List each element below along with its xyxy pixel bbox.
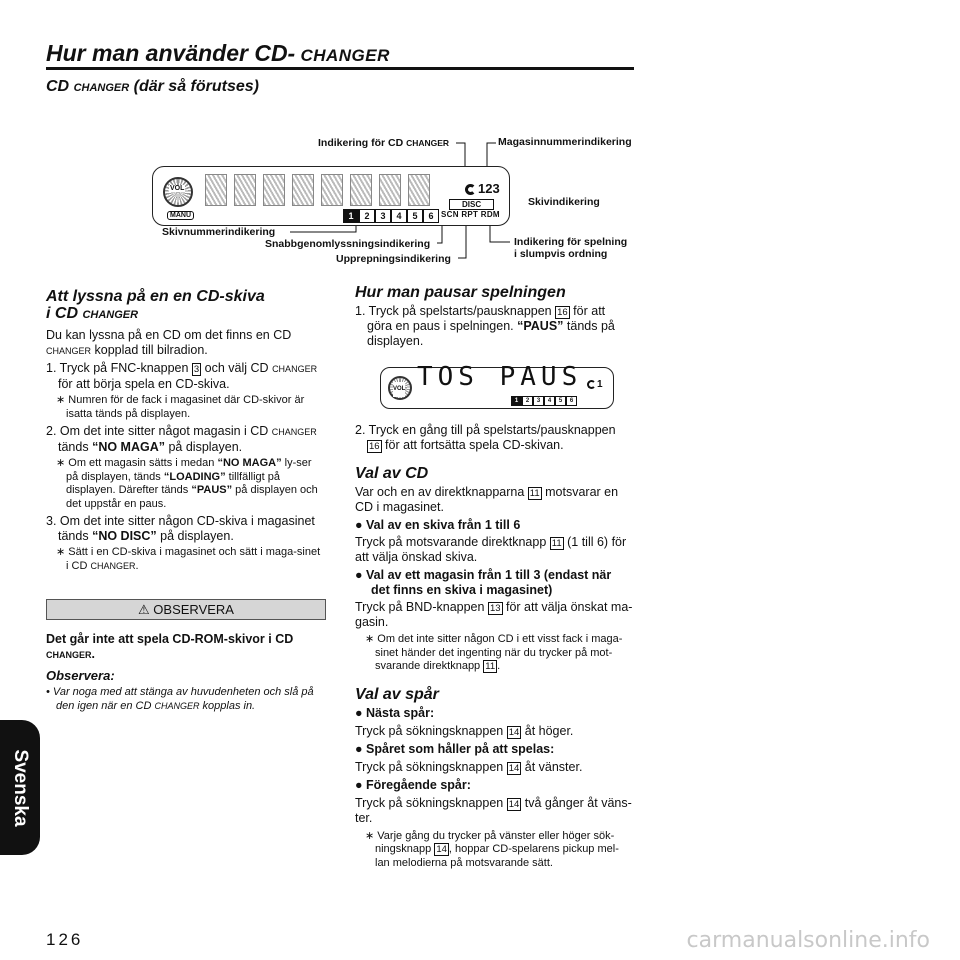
observe-heading: Observera: [46,668,115,683]
warning-icon: ⚠ [138,602,154,617]
label-repeat: Upprepningsindikering [336,253,451,265]
disc-number-4: 4 [544,396,555,406]
section-heading-pause: Hur man pausar spelningen [355,284,566,301]
pause-text: TOS PAUS [417,362,583,392]
disc-indicator: DISC [449,199,494,210]
pause-step-1: 1. Tryck på spelstarts/pausknappen 16 för att göra en paus i spelningen. “PAUS” tänds på displayen. [355,304,615,348]
pause-display [380,362,614,409]
label-magazine: Magasinnummerindikering [498,136,632,148]
lcd-display [152,166,510,226]
section-heading-track: Val av spår [355,685,439,703]
disc-text: Tryck på motsvarande direktknapp 11 (1 till 6) för att välja önskad skiva. [355,535,627,564]
bullet-previous: ● Föregående spår: [355,777,471,792]
page-title: Hur man använder CD- CHANGER [46,40,390,66]
vol-label: VOL [393,382,405,397]
bullet-next: ● Nästa spår: [355,705,435,720]
watermark: carmanualsonline.info [686,928,930,953]
bullet-current: ● Spåret som håller på att spelas: [355,741,555,756]
manu-label: MANU [167,211,194,220]
note-2: ∗ Om ett magasin sätts i medan “NO MAGA” ly-ser på displayen, tänds “LOADING” tillfälligt på displayen. Därefter tänds “PAUS” på displayen och det uppstår en paus. [56,457,318,510]
note-3: ∗ Sätt i en CD-skiva i magasinet och sätt i maga-sinet i CD CHANGER. [56,546,321,572]
previous-text: Tryck på sökningsknappen 14 två gånger åt väns-ter. [355,795,632,825]
next-text: Tryck på sökningsknappen 14 åt höger. [355,723,574,738]
note-1: ∗ Numren för de fack i magasinet där CD-skivor är isatta tänds på displayen. [56,394,305,420]
bullet-disc: ● Val av en skiva från 1 till 6 [355,518,521,532]
right-column [355,284,633,870]
intro-text: Du kan lyssna på en CD om det finns en CD CHANGER kopplad till bilradion. [46,328,292,357]
label-cd-changer: Indikering för CD CHANGER [318,137,450,149]
left-warning [46,632,324,713]
cd-changer-icon [587,380,596,389]
section-heading-cd: Val av CD [355,465,429,482]
segment-char [263,174,285,206]
cd-changer-icon [465,184,476,195]
language-tab: Svenska [0,720,40,855]
left-column [46,288,324,573]
disc-number-5: 5 [407,209,423,223]
disc-number-6: 6 [423,209,439,223]
segment-char [379,174,401,206]
disc-number-3: 3 [375,209,391,223]
segment-char [205,174,227,206]
disc-number-2: 2 [522,396,533,406]
label-disc-number: Skivnummerindikering [162,226,276,238]
disc-number-5: 5 [555,396,566,406]
observe-note: • Var noga med att stänga av huvudenheten och slå på den igen när en CD CHANGER kopplas in. [46,686,314,712]
step-1: 1. Tryck på FNC-knappen 3 och välj CD CHANGER för att börja spela en CD-skiva. [46,361,318,391]
note-5: ∗ Varje gång du trycker på vänster eller höger sök-ningsknapp 14 , hoppar CD-spelarens pickup mel-lan melodierna på motsvarande sätt. [365,829,619,869]
vol-label: VOL [170,185,185,192]
segment-char [292,174,314,206]
section-subtitle: CD CHANGER (där så förutses) [46,78,259,95]
disc-number-1: 1 [511,396,522,406]
segment-char [234,174,256,206]
pause-step-2: 2. Tryck en gång till på spelstarts/pausknappen 16 för att fortsätta spela CD-skivan. [355,423,616,452]
warning-text: Det går inte att spela CD-ROM-skivor i CD CHANGER. [46,632,294,661]
magazine-text: Tryck på BND-knappen 13 för att välja önskat ma-gasin. [355,600,633,629]
disc-number: 1 [597,379,603,390]
disc-number-4: 4 [391,209,407,223]
note-4: ∗ Om det inte sitter någon CD i ett visst fack i maga-sinet händer det ingenting när du trycker på mot-svarande direktknapp 11 . [365,633,623,672]
segment-char [350,174,372,206]
disc-number-1: 1 [343,209,359,223]
vol-knob-icon [163,177,193,207]
segment-char [408,174,430,206]
leader-lines [0,0,960,280]
observera-banner: ⚠ OBSERVERA [46,599,326,620]
step-3: 3. Om det inte sitter någon CD-skiva i magasinet tänds “NO DISC” på displayen. [46,514,315,543]
page-number: 126 [46,930,84,949]
magazine-number: 123 [478,181,500,196]
label-scan: Snabbgenomlyssningsindikering [265,238,431,250]
segment-char [321,174,343,206]
current-text: Tryck på sökningsknappen 14 åt vänster. [355,759,583,774]
disc-number-2: 2 [359,209,375,223]
step-2: 2. Om det inte sitter något magasin i CD CHANGER tänds “NO MAGA” på displayen. [46,424,317,454]
mode-indicators: SCN RPT RDM [441,210,500,219]
disc-number-3: 3 [533,396,544,406]
label-random: Indikering för spelning i slumpvis ordning [514,236,628,260]
cd-intro: Var och en av direktknapparna 11 motsvarar en CD i magasinet. [355,485,619,514]
display-diagram [0,0,960,280]
label-disc: Skivindikering [528,196,600,208]
disc-number-6: 6 [566,396,577,406]
bullet-magazine: ● Val av ett magasin från 1 till 3 (endast när det finns en skiva i magasinet) [355,568,612,597]
section-heading-listen: Att lyssna på en en CD-skiva i CD CHANGER [46,288,265,322]
